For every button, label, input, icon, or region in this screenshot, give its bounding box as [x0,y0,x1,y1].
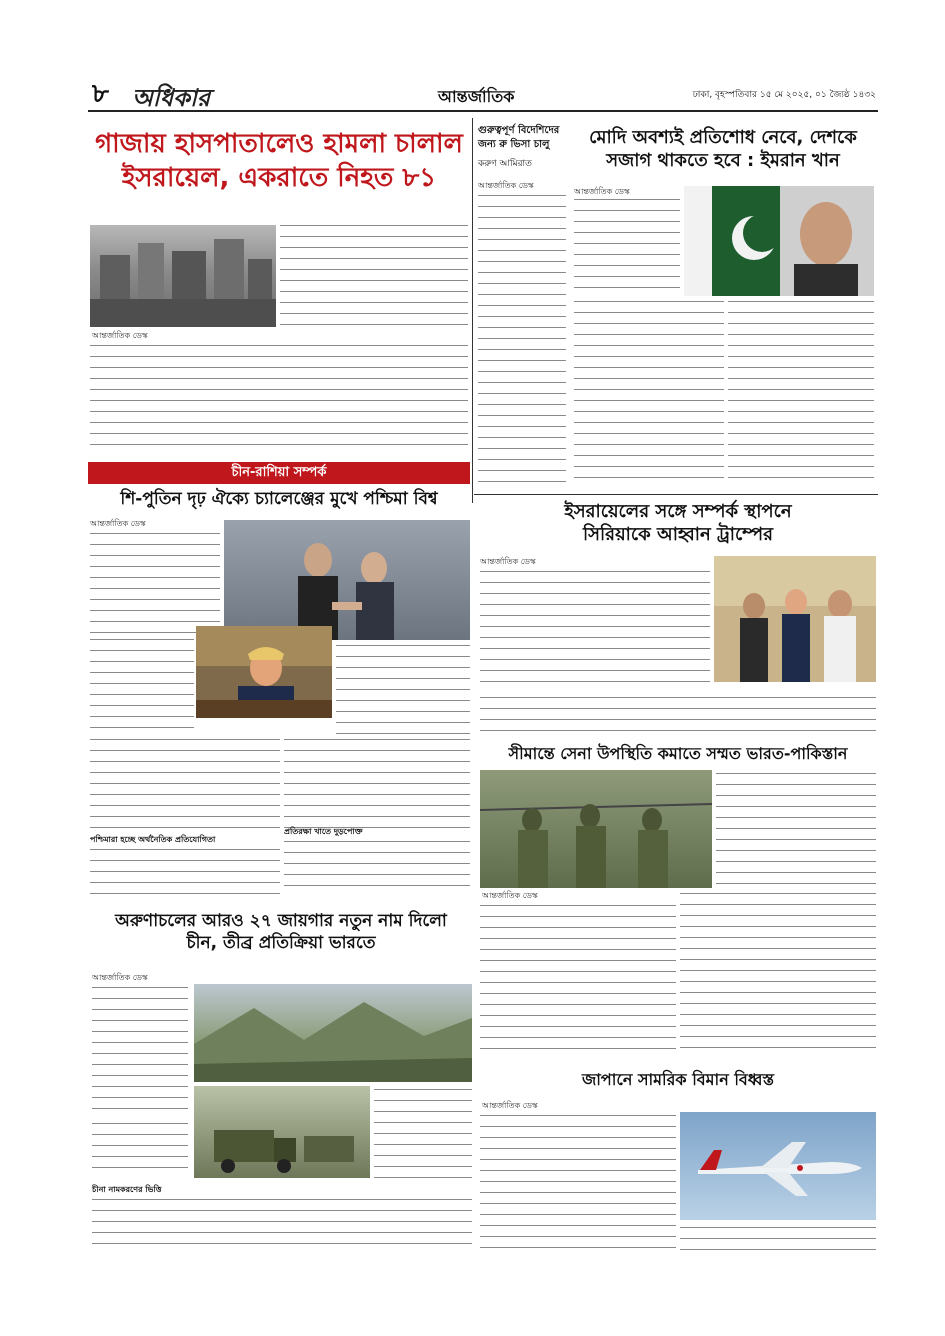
visa-author: করুণ আমিরাত [478,159,532,169]
china-russia-headline: শি-পুতিন দৃঢ় ঐক্যে চ্যালেঞ্জের মুখে পশ্চিমা বিশ্ব [120,489,438,509]
china-russia-subhead-2: পশ্চিমারা হচ্ছে অর্থনৈতিক প্রতিযোগিতা [90,835,216,844]
section-title: আন্তর্জাতিক [438,87,515,106]
xi-putin-photo [224,520,470,640]
syria-headline-line2: সিরিয়াকে আহ্বান ট্রাম্পের [582,524,774,546]
syria-credit: আন্তর্জাতিক ডেস্ক [480,557,536,566]
border-credit: আন্তর্জাতিক ডেস্ক [482,891,538,900]
china-russia-body-col1 [90,530,220,634]
page-number: ৮ [92,79,109,109]
imran-headline-line1: মোদি অবশ্যই প্রতিশোধ নেবে, দেশকে [589,127,857,148]
mountain-icon [194,984,472,1082]
visa-headline: গুরুত্বপূর্ণ বিদেশিদের জন্য রু ভিসা চালু [478,125,560,150]
arunachal-body-col1 [92,984,188,1116]
arunachal-body-col2 [374,1086,472,1182]
japan-aircraft-photo [680,1112,876,1220]
china-russia-band: চীন-রাশিয়া সম্পর্ক [88,462,470,484]
trump-office-photo [196,626,332,718]
soldiers-icon [480,770,712,888]
china-russia-body-col2 [90,636,194,732]
issue-date: ঢাকা, বৃহস্পতিবার ১৫ মে ২০২৫, ০১ জ্যৈষ্ঠ ১৪৩২ [692,90,876,100]
visa-credit: আন্তর্জাতিক ডেস্ক [478,181,534,190]
imran-headline [572,126,874,173]
japan-body-col2 [680,1224,876,1252]
japan-body-col1 [480,1112,676,1252]
china-russia-body-col3 [336,642,470,734]
arunachal-credit: আন্তর্জাতিক ডেস্ক [92,973,148,982]
border-body-col3 [680,890,876,1052]
syria-headline-line1: ইসরায়েলের সঙ্গে সম্পর্ক স্থাপনে [564,501,792,522]
aircraft-icon [680,1112,876,1220]
gaza-body-col2 [90,342,468,452]
rubble-icon [90,225,276,327]
border-body-col1 [716,770,876,888]
gaza-credit: আন্তর্জাতিক ডেস্ক [92,331,148,340]
japan-headline: জাপানে সামরিক বিমান বিধ্বস্ত [581,1070,775,1089]
imran-credit: আন্তর্জাতিক ডেস্ক [574,187,630,196]
china-russia-body-col7 [90,846,280,894]
arunachal-body-col4 [92,1196,472,1252]
border-soldiers-photo [480,770,712,888]
gaza-ruins-photo [90,225,276,327]
section-divider [474,494,878,495]
imran-body-col3 [728,298,874,488]
gaza-headline-line2: ইসরায়েল, একরাতে নিহত ৮১ [121,162,437,193]
newspaper-logo: অধিকার [132,83,211,112]
china-russia-credit: আন্তর্জাতিক ডেস্ক [90,519,146,528]
arunachal-headline-line2: চীন, তীব্র প্রতিক্রিয়া ভারতে [186,933,376,954]
japan-credit: আন্তর্জাতিক ডেস্ক [482,1101,538,1110]
leaders-handshake-icon [224,520,470,640]
gaza-headline [90,128,468,196]
china-russia-body-col4 [90,736,280,832]
gaza-headline-line1: গাজায় হাসপাতালেও হামলা চালাল [95,129,463,159]
visa-body [478,192,566,482]
imran-khan-photo [684,186,874,296]
army-trucks-photo [194,1086,370,1178]
pakistan-flag-icon [684,186,874,296]
meeting-icon [714,556,876,682]
border-body-col2 [480,902,676,1052]
truck-icon [194,1086,370,1178]
china-russia-subhead-1: প্রতিরক্ষা খাতে দুড়পোক্ত [284,827,363,836]
arunachal-subhead: চীনা নামকরণের ভিত্তি [92,1185,162,1194]
arunachal-headline-line1: অরুণাচলের আরও ২৭ জায়গার নতুন নাম দিলো [115,911,447,931]
trump-icon [196,626,332,718]
page-header [88,78,878,112]
syria-body-col2 [480,694,876,738]
imran-headline-line2: সজাগ থাকতে হবে : ইমরান খান [606,150,840,172]
arunachal-body-col3 [92,1120,188,1176]
trump-saudi-photo [714,556,876,682]
column-divider [472,118,473,503]
arunachal-headline [90,910,472,954]
border-headline: সীমান্তে সেনা উপস্থিতি কমাতে সম্মত ভারত-পাকিস্তান [508,744,848,763]
arunachal-landscape-photo [194,984,472,1082]
imran-body-col2 [574,298,724,488]
syria-headline [480,500,876,547]
gaza-body-col1 [280,222,468,330]
syria-body-col1 [480,568,710,692]
china-russia-body-col6 [284,838,470,894]
imran-body-col1 [574,196,680,296]
china-russia-body-col5 [284,736,470,832]
